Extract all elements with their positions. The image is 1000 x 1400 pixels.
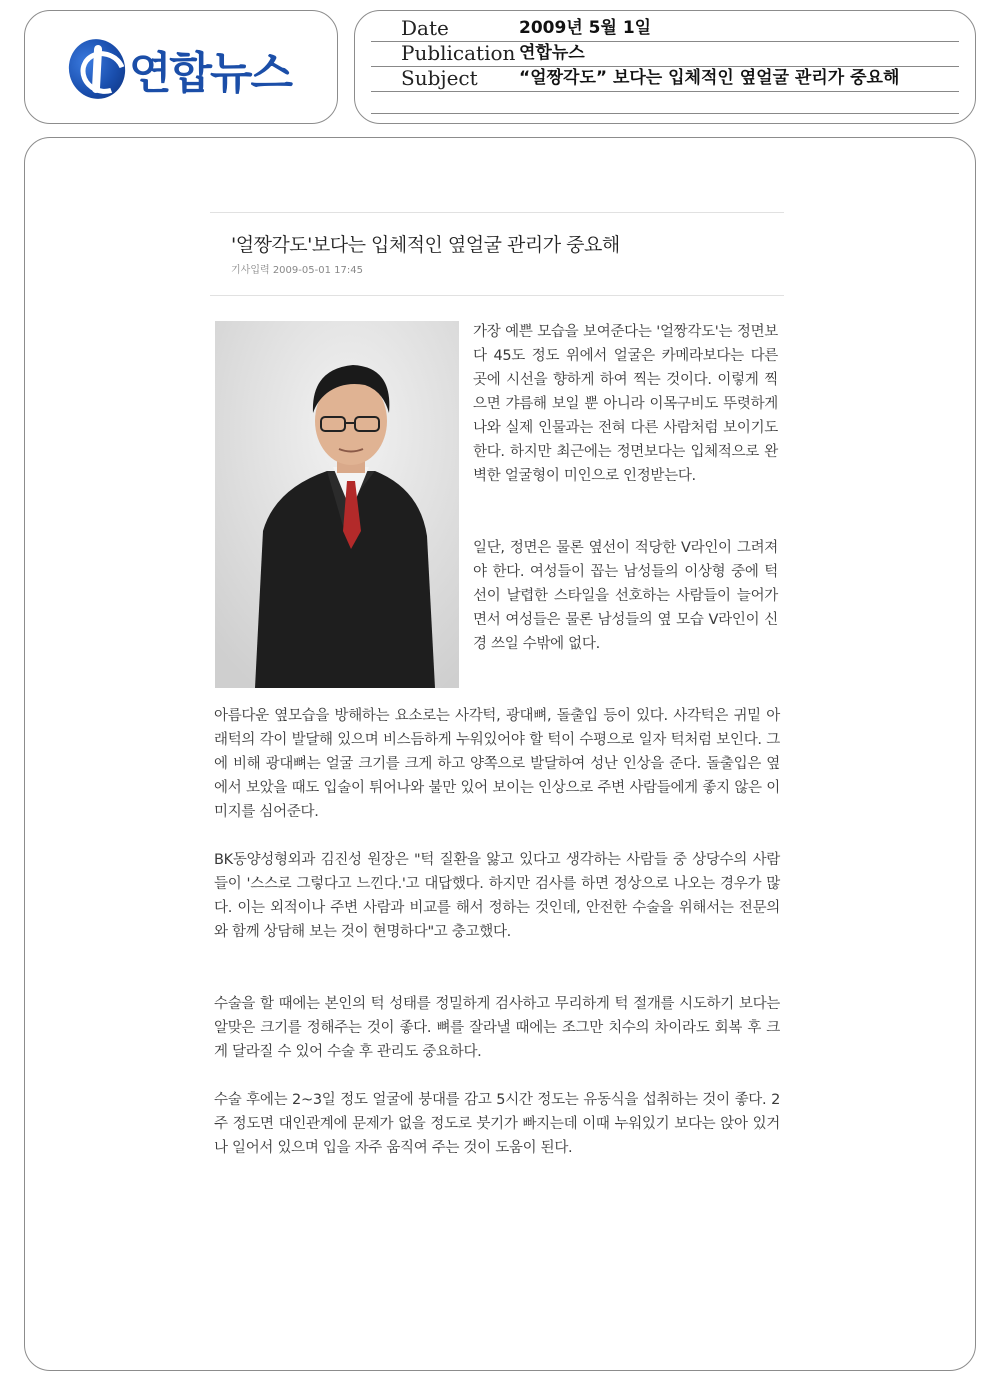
metadata-panel	[354, 10, 976, 124]
meta-value-subject: “얼짱각도” 보다는 입체적인 옆얼굴 관리가 중요해	[519, 68, 900, 88]
portrait-image	[215, 321, 459, 688]
divider-title	[210, 295, 784, 296]
article-dateline: 기사입력 2009-05-01 17:45	[231, 265, 363, 276]
publisher-logo	[69, 37, 291, 101]
meta-value-date: 2009년 5월 1일	[519, 18, 652, 38]
article-photo	[215, 321, 459, 688]
meta-row-date	[371, 16, 959, 42]
article-paragraph: 아름다운 옆모습을 방해하는 요소로는 사각턱, 광대뼈, 돌출입 등이 있다. 사각턱은 귀밑 아래턱의 각이 발달해 있으며 비스듬하게 누워있어야 할 턱이 수평으로 일자 턱처럼 보인다. 그에 비해 광대뼈는 얼굴 크기를 크게 하고 양쪽으로 발달하여 성난 인상을 준다. 돌출입은 옆에서 보았을 때도 입술이 튀어나와 불만 있어 보이는 인상으로 주변 사람들에게 좋지 않은 이미지를 심어준다.	[214, 708, 780, 820]
article-title: '얼짱각도'보다는 입체적인 옆얼굴 관리가 중요해	[231, 234, 620, 256]
article-paragraph: 일단, 정면은 물론 옆선이 적당한 V라인이 그려져야 한다. 여성들이 꼽는 남성들의 이상형 중에 턱 선이 날렵한 스타일을 선호하는 사람들이 늘어가면서 여성들은 물론 남성들의 옆 모습 V라인이 신경 쓰일 수밖에 없다.	[473, 540, 778, 652]
divider-top	[210, 212, 784, 213]
logo-text: 연합뉴스	[129, 48, 292, 99]
meta-key-date: Date	[401, 16, 449, 40]
logo-panel	[24, 10, 338, 124]
article-paragraph: BK동양성형외과 김진성 원장은 "턱 질환을 앓고 있다고 생각하는 사람들 중 상당수의 사람들이 '스스로 그렇다고 느낀다.'고 대답했다. 하지만 검사를 하면 정상으로 나오는 경우가 많다. 이는 외적이나 주변 사람과 비교를 해서 정하는 것인데, 안전한 수술을 위해서는 전문의와 함께 상담해 보는 것이 현명하다"고 충고했다.	[214, 852, 780, 940]
meta-key-subject: Subject	[401, 66, 478, 90]
article-paragraph: 수술 후에는 2~3일 정도 얼굴에 붕대를 감고 5시간 정도는 유동식을 섭취하는 것이 좋다. 2주 정도면 대인관계에 문제가 없을 정도로 붓기가 빠지는데 이때 누워있기 보다는 앉아 있거나 일어서 있으며 입을 자주 움직여 주는 것이 도움이 된다.	[214, 1092, 780, 1156]
meta-row-publication	[371, 41, 959, 67]
meta-row-empty	[371, 91, 959, 114]
article-paragraph: 가장 예쁜 모습을 보여준다는 '얼짱각도'는 정면보다 45도 정도 위에서 얼굴은 카메라보다는 다른 곳에 시선을 향하게 하여 찍는 것이다. 이렇게 찍으면 갸름해 보일 뿐 아니라 이목구비도 뚜렷하게 나와 실제 인물과는 전혀 다른 사람처럼 보이기도 한다. 하지만 최근에는 정면보다는 입체적으로 완벽한 얼굴형이 미인으로 인정받는다.	[473, 324, 778, 484]
meta-key-publication: Publication	[401, 41, 516, 65]
meta-row-subject	[371, 66, 959, 92]
meta-value-publication: 연합뉴스	[519, 43, 585, 63]
article-paragraph: 수술을 할 때에는 본인의 턱 성태를 정밀하게 검사하고 무리하게 턱 절개를 시도하기 보다는 알맞은 크기를 정해주는 것이 좋다. 뼈를 잘라낼 때에는 조그만 치수의 차이라도 회복 후 크게 달라질 수 있어 수술 후 관리도 중요하다.	[214, 996, 780, 1060]
yonhap-logo-icon	[62, 33, 132, 105]
